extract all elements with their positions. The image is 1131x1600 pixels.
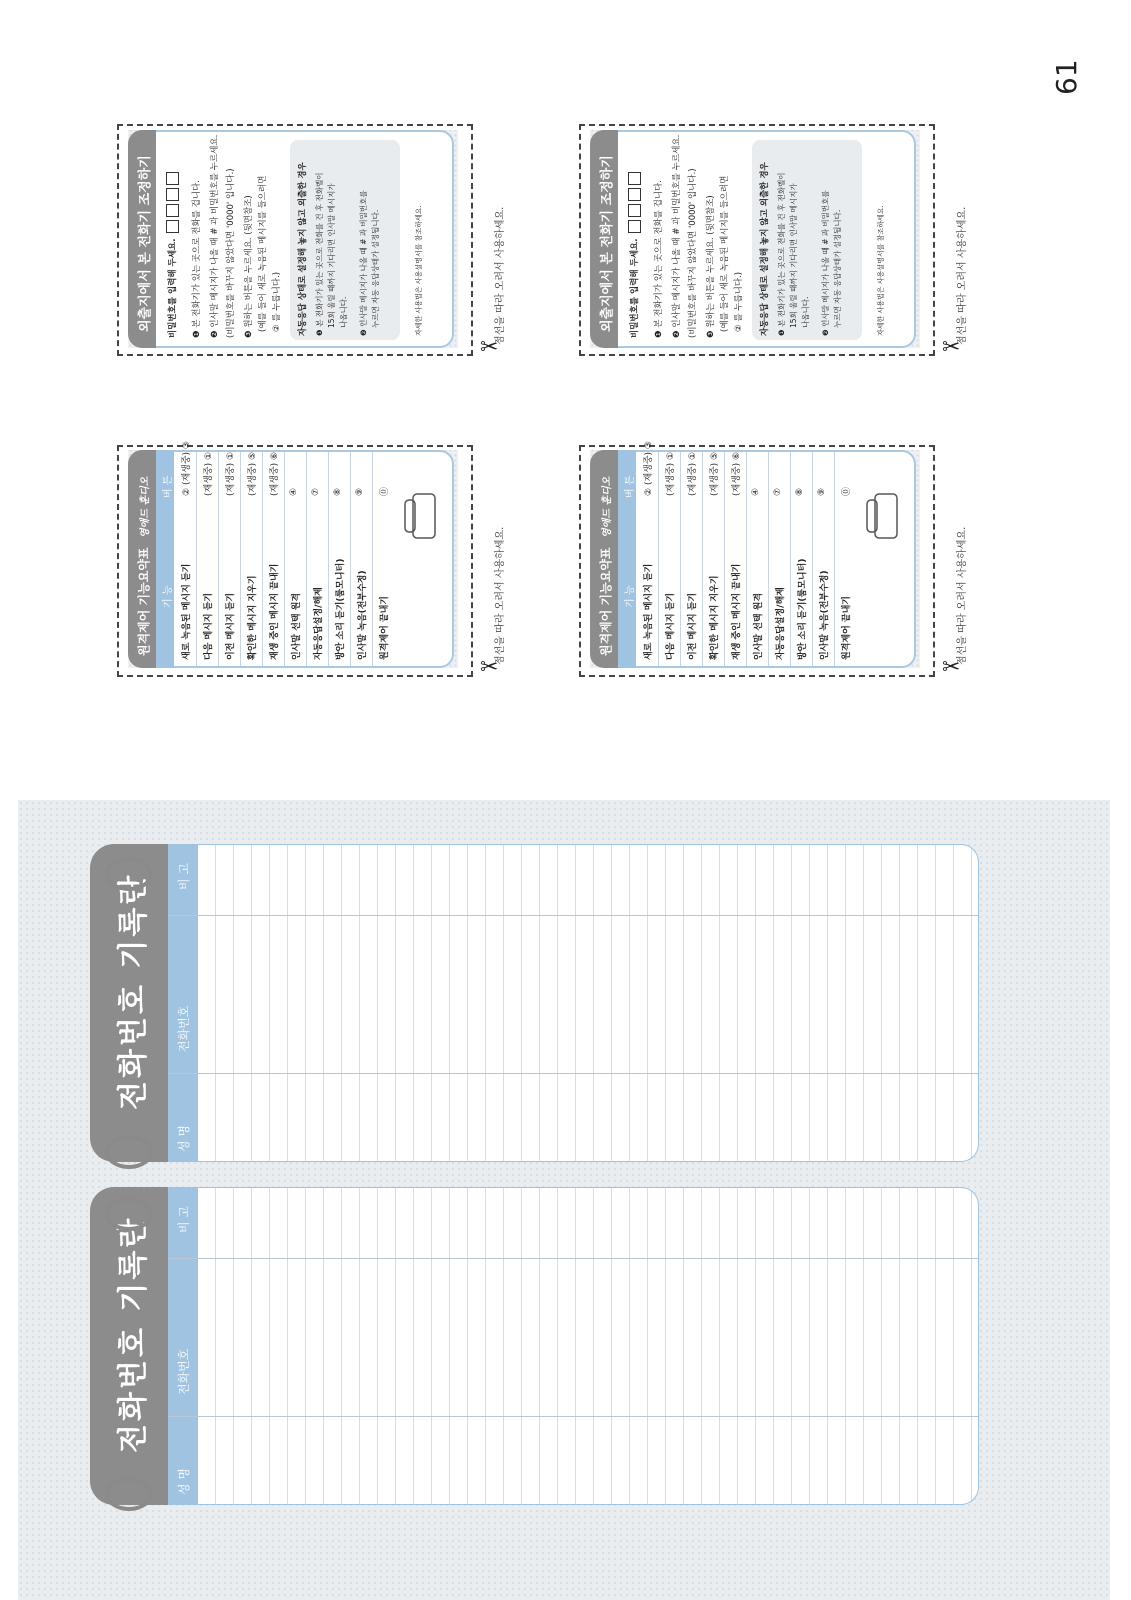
phone-log-title-tab	[90, 844, 168, 1162]
col-phone-header: 전화번호	[177, 1348, 191, 1395]
col-name-header: 성 명	[177, 1125, 191, 1152]
phone-icon	[399, 486, 439, 546]
cut-instruction: 점선을 따라 오려서 사용하세요.	[957, 526, 968, 665]
phone-log-title: 전화번호 기록란	[116, 1215, 151, 1453]
phone-log-lines[interactable]	[198, 844, 979, 1162]
function-card-title: 원격제어 기능요약표	[599, 547, 613, 656]
remote-card-title: 외출지에서 본 전화기 조정하기	[138, 155, 153, 332]
col-note-header: 비 고	[177, 1206, 191, 1233]
phone-log-lines[interactable]	[198, 1187, 979, 1505]
function-card-logo: 영애드 훈디오	[140, 476, 151, 538]
scissors-icon: ✂	[480, 655, 499, 680]
remote-card-title: 외출지에서 본 전화기 조정하기	[600, 155, 615, 332]
page-number-right: 61	[1050, 59, 1083, 95]
cut-instruction: 점선을 따라 오려서 사용하세요.	[957, 206, 968, 345]
col-button-header: 버 튼	[625, 475, 636, 498]
col-name-header: 성 명	[177, 1468, 191, 1495]
phone-log-title: 전화번호 기록란	[116, 872, 151, 1110]
col-function-header: 기 능	[625, 585, 636, 608]
col-function-header: 기 능	[163, 585, 174, 608]
function-card-title: 원격제어 기능요약표	[137, 547, 151, 656]
phone-icon	[861, 486, 901, 546]
scissors-icon: ✂	[942, 655, 961, 680]
ring-icon	[105, 857, 153, 891]
ring-icon	[105, 1197, 153, 1231]
phone-log-title-tab	[90, 1187, 168, 1505]
cut-instruction: 점선을 따라 오려서 사용하세요.	[495, 206, 506, 345]
ring-icon	[105, 1135, 153, 1169]
col-note-header: 비 고	[177, 863, 191, 890]
function-card-logo: 영애드 훈디오	[602, 476, 613, 538]
col-button-header: 버 튼	[163, 475, 174, 498]
ring-icon	[105, 1477, 153, 1511]
col-phone-header: 전화번호	[177, 1005, 191, 1052]
scissors-icon: ✂	[480, 335, 499, 360]
scissors-icon: ✂	[942, 335, 961, 360]
cut-instruction: 점선을 따라 오려서 사용하세요.	[495, 526, 506, 665]
